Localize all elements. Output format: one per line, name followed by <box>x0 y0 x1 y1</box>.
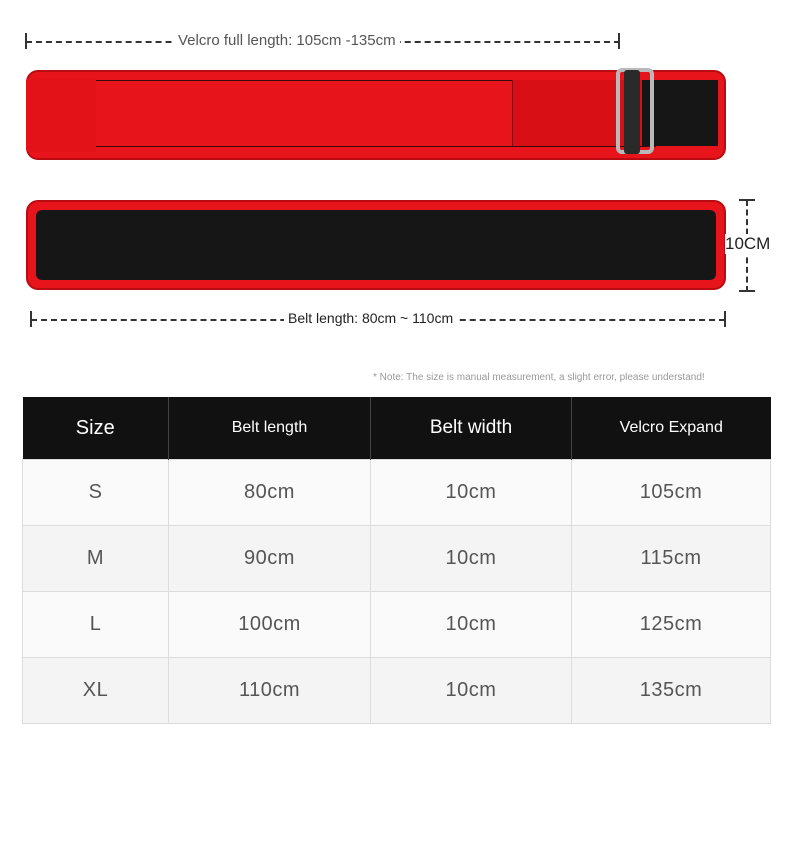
cell-belt-width: 10cm <box>371 460 572 526</box>
top-dimension-cap-right <box>618 33 620 49</box>
belt-inner-padding <box>36 210 716 280</box>
bottom-dimension-cap-right <box>724 311 726 327</box>
cell-belt-width: 10cm <box>371 592 572 658</box>
header-size: Size <box>23 397 169 460</box>
cell-velcro-expand: 125cm <box>572 592 771 658</box>
table-row <box>23 592 771 658</box>
table-row <box>23 658 771 724</box>
measurement-note: * Note: The size is manual measurement, a slight error, please understand! <box>373 372 705 383</box>
cell-velcro-expand: 135cm <box>572 658 771 724</box>
header-belt-length: Belt length <box>169 397 371 460</box>
cell-size: M <box>23 526 169 592</box>
header-velcro-expand: Velcro Expand <box>572 397 771 460</box>
belt-outer-face <box>26 70 726 160</box>
table-row <box>23 460 771 526</box>
belt-inner-face <box>26 200 726 290</box>
buckle-icon <box>616 68 654 154</box>
cell-belt-length: 110cm <box>169 658 371 724</box>
header-belt-width: Belt width <box>371 397 572 460</box>
belt-stitch-line-bottom <box>96 146 656 147</box>
cell-velcro-expand: 105cm <box>572 460 771 526</box>
cell-size: S <box>23 460 169 526</box>
side-dimension-label: 10CM <box>725 234 771 253</box>
cell-belt-length: 100cm <box>169 592 371 658</box>
table-row <box>23 526 771 592</box>
cell-belt-width: 10cm <box>371 658 572 724</box>
bottom-dimension-label: Belt length: 80cm ~ 110cm <box>284 310 457 326</box>
cell-size: XL <box>23 658 169 724</box>
cell-velcro-expand: 115cm <box>572 526 771 592</box>
size-table-header <box>23 397 771 460</box>
cell-belt-length: 90cm <box>169 526 371 592</box>
cell-belt-length: 80cm <box>169 460 371 526</box>
top-dimension-label: Velcro full length: 105cm -135cm <box>174 32 400 49</box>
side-dimension-cap-bottom <box>739 290 755 292</box>
size-table <box>22 397 771 724</box>
velcro-strap-end <box>26 78 96 152</box>
cell-size: L <box>23 592 169 658</box>
cell-belt-width: 10cm <box>371 526 572 592</box>
